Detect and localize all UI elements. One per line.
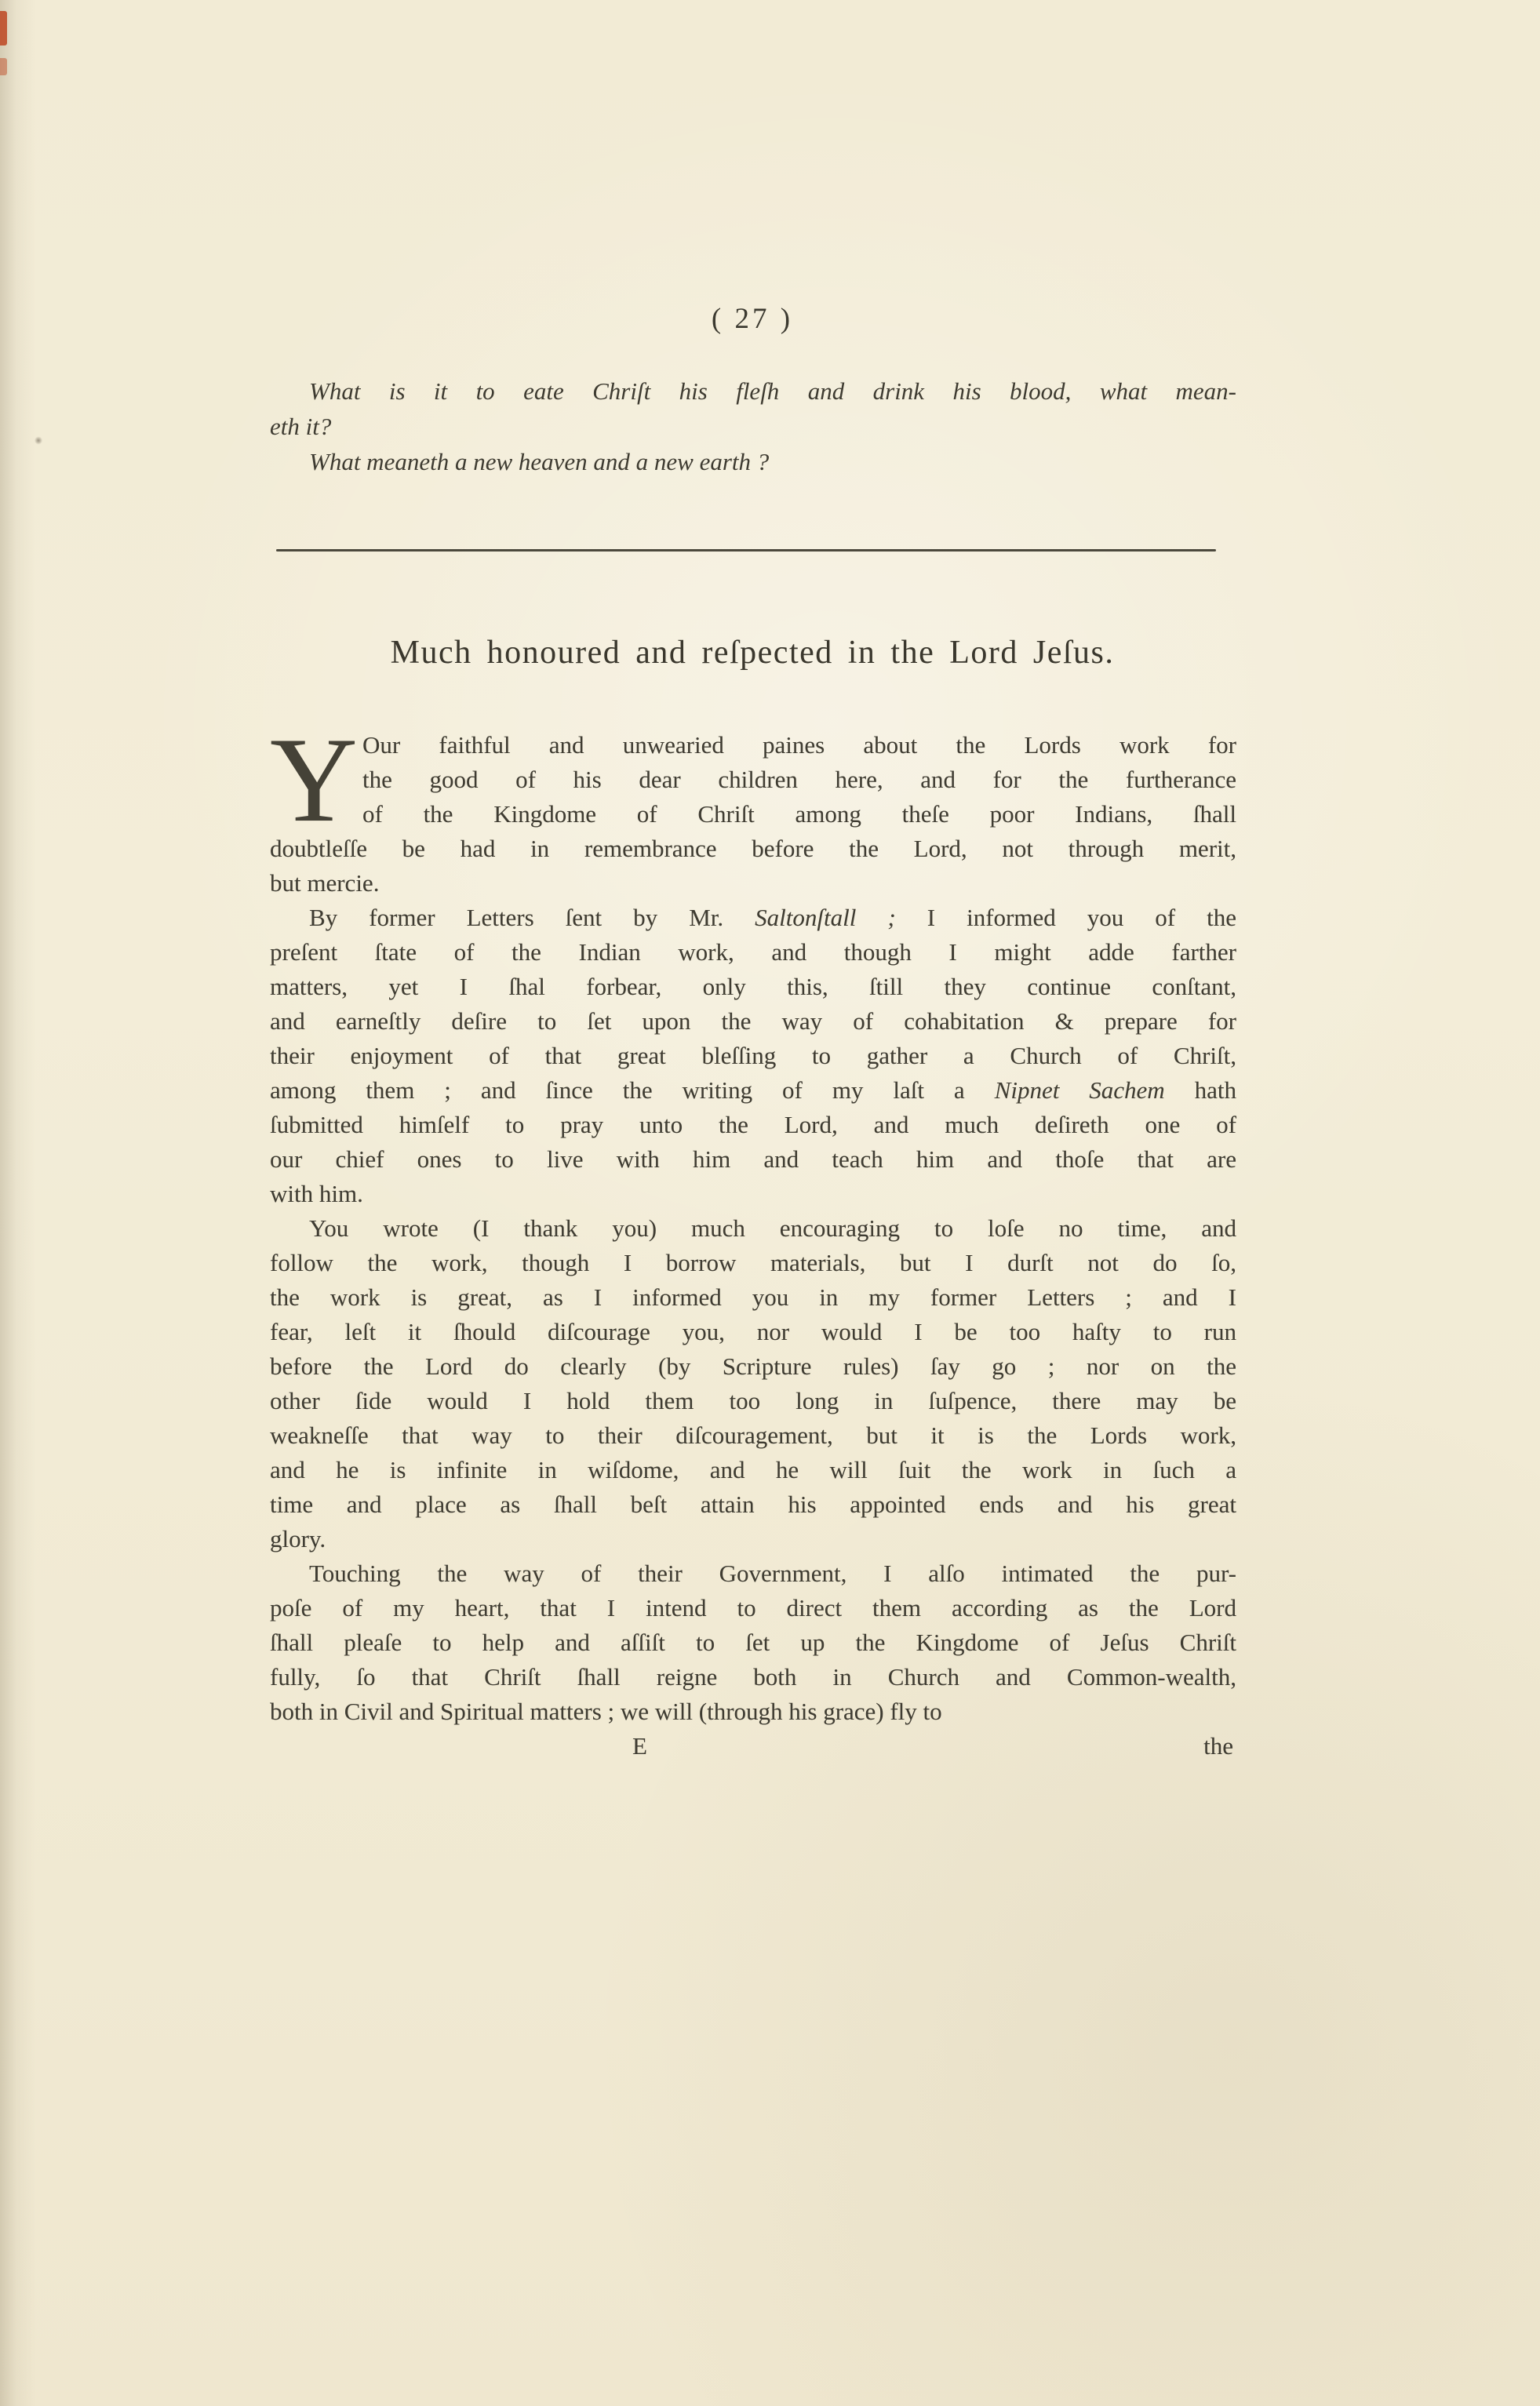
body-line bbox=[270, 1039, 1236, 1073]
text-run: I informed you of the bbox=[895, 904, 1236, 931]
body-line bbox=[270, 1004, 1236, 1039]
text-run: Touching the way of their Government, I alſo intimated the pur- bbox=[309, 1560, 1236, 1587]
signature-mark: E bbox=[632, 1732, 647, 1760]
body-line bbox=[270, 728, 1236, 763]
body-line bbox=[270, 1142, 1236, 1177]
text-run: glory. bbox=[270, 1525, 326, 1552]
body-line bbox=[270, 1211, 1236, 1246]
text-run: time and place as ſhall beſt attain his appointed ends and his great bbox=[270, 1491, 1236, 1518]
body-line bbox=[270, 1418, 1236, 1453]
body-line bbox=[270, 970, 1236, 1004]
text-run: What is it to eate Chriſt his fleſh and drink his blood, what mean- bbox=[309, 377, 1236, 405]
text-run: doubtleſſe be had in remembrance before the Lord, not through merit, bbox=[270, 835, 1236, 862]
page-number: ( 27 ) bbox=[711, 303, 794, 335]
body-line bbox=[270, 901, 1236, 935]
text-run: ſubmitted himſelf to pray unto the Lord, and much deſireth one of bbox=[270, 1111, 1236, 1138]
body-line bbox=[270, 1660, 1236, 1694]
paragraph bbox=[270, 712, 1236, 901]
text-run: By former Letters ſent by Mr. bbox=[309, 904, 755, 931]
text-run: ſhall pleaſe to help and aſſiſt to ſet up the Kingdome of Jeſus Chriſt bbox=[270, 1629, 1236, 1656]
body-line bbox=[270, 1349, 1236, 1384]
text-run: the good of his dear children here, and for the furtherance bbox=[362, 766, 1236, 793]
italic-run: Saltonſtall ; bbox=[755, 904, 896, 931]
text-run: our chief ones to live with him and teach him and thoſe that are bbox=[270, 1145, 1236, 1173]
body-line bbox=[270, 1280, 1236, 1315]
text-run: other ſide would I hold them too long in ſuſpence, there may be bbox=[270, 1387, 1236, 1414]
text-run: What meaneth a new heaven and a new earth ? bbox=[309, 448, 770, 475]
body-line bbox=[270, 797, 1236, 832]
text-run: of the Kingdome of Chriſt among theſe poor Indians, ſhall bbox=[362, 800, 1236, 828]
red-edge-mark bbox=[0, 11, 7, 45]
text-run: and earneſtly deſire to ſet upon the way of cohabitation & prepare for bbox=[270, 1007, 1236, 1035]
questions-block bbox=[270, 373, 1236, 479]
text-run: preſent ſtate of the Indian work, and though I might adde farther bbox=[270, 938, 1236, 966]
italic-run: Nipnet Sachem bbox=[994, 1076, 1165, 1104]
text-run: fully, ſo that Chriſt ſhall reigne both in Church and Common-wealth, bbox=[270, 1663, 1236, 1691]
ink-speck bbox=[35, 436, 42, 445]
text-run: among them ; and ſince the writing of my laſt a bbox=[270, 1076, 995, 1104]
body-line bbox=[270, 1522, 1236, 1556]
gutter-shadow bbox=[0, 0, 36, 2406]
text-run: fear, leſt it ſhould diſcourage you, nor would I be too haſty to run bbox=[270, 1318, 1236, 1345]
body-line bbox=[270, 1315, 1236, 1349]
text-run: both in Civil and Spiritual matters ; we will (through his grace) fly to bbox=[270, 1698, 942, 1725]
question-line bbox=[270, 444, 1236, 479]
question-line bbox=[270, 409, 1236, 444]
body-line bbox=[270, 866, 1236, 901]
body-line bbox=[270, 935, 1236, 970]
text-run: matters, yet I ſhal forbear, only this, ſtill they continue conſtant, bbox=[270, 973, 1236, 1000]
body-line bbox=[270, 1625, 1236, 1660]
text-run: hath bbox=[1164, 1076, 1237, 1104]
catchword: the bbox=[1203, 1732, 1233, 1760]
section-rule bbox=[276, 549, 1216, 551]
text-run: Our faithful and unwearied paines about the Lords work for bbox=[362, 731, 1236, 759]
paragraph bbox=[270, 1556, 1236, 1729]
body-line bbox=[270, 1453, 1236, 1487]
body-line bbox=[270, 832, 1236, 866]
text-run: their enjoyment of that great bleſſing to gather a Church of Chriſt, bbox=[270, 1042, 1236, 1069]
text-run: before the Lord do clearly (by Scripture rules) ſay go ; nor on the bbox=[270, 1352, 1236, 1380]
body-line bbox=[270, 1108, 1236, 1142]
question-line bbox=[270, 373, 1236, 409]
body-line bbox=[270, 1556, 1236, 1591]
text-run: and he is infinite in wiſdome, and he will ſuit the work in ſuch a bbox=[270, 1456, 1236, 1483]
body-line bbox=[270, 1487, 1236, 1522]
text-run: poſe of my heart, that I intend to direct them according as the Lord bbox=[270, 1594, 1236, 1622]
paragraph bbox=[270, 901, 1236, 1211]
body-line bbox=[270, 763, 1236, 797]
body-line bbox=[270, 1694, 1236, 1729]
paragraph bbox=[270, 1211, 1236, 1556]
body-line bbox=[270, 1073, 1236, 1108]
salutation-heading: Much honoured and reſpected in the Lord Jeſus. bbox=[390, 635, 1115, 671]
letter-body bbox=[270, 712, 1237, 1764]
text-run: the work is great, as I informed you in my former Letters ; and I bbox=[270, 1283, 1236, 1311]
text-run: follow the work, though I borrow materials, but I durſt not do ſo, bbox=[270, 1249, 1236, 1276]
text-run: eth it? bbox=[270, 413, 332, 440]
body-line bbox=[270, 1591, 1236, 1625]
text-run: but mercie. bbox=[270, 869, 380, 897]
text-run: with him. bbox=[270, 1180, 363, 1207]
text-run: You wrote (I thank you) much encouraging to loſe no time, and bbox=[309, 1214, 1236, 1242]
body-line bbox=[270, 1177, 1236, 1211]
drop-cap-letter: Y bbox=[270, 712, 358, 847]
body-line bbox=[270, 1246, 1236, 1280]
body-line bbox=[270, 1384, 1236, 1418]
text-run: weakneſſe that way to their diſcouragement, but it is the Lords work, bbox=[270, 1421, 1236, 1449]
red-edge-mark bbox=[0, 58, 7, 75]
signature-line bbox=[270, 1729, 1236, 1764]
